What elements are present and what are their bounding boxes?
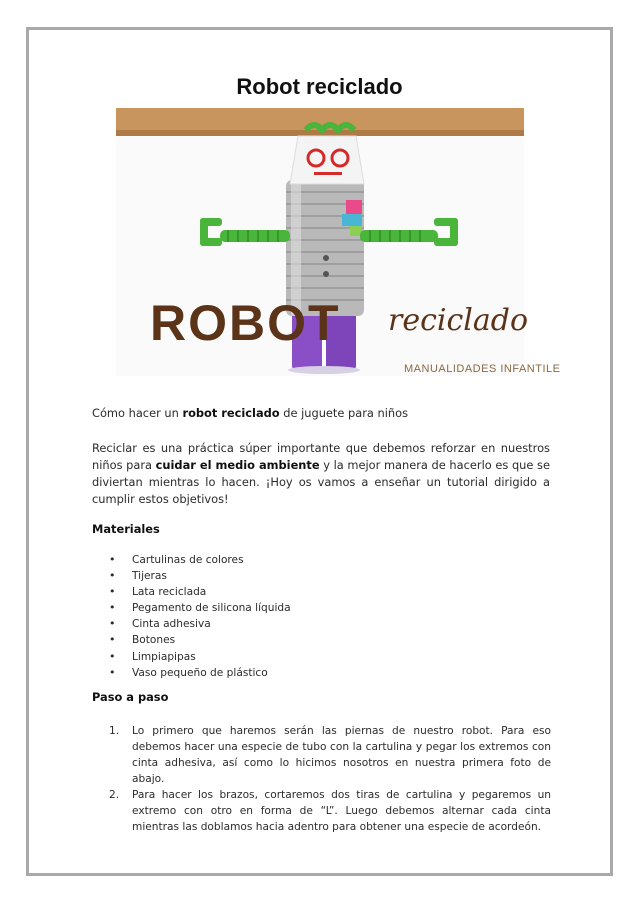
document-title: Robot reciclado bbox=[236, 74, 403, 99]
paragraph-bold: cuidar el medio ambiente bbox=[155, 458, 320, 472]
step-text: Para hacer los brazos, cortaremos dos tiras de cartulina y pegaremos un extremo con otro en forma de “L”. Luego debemos alternar cada cinta mientras las doblamos hacia adentro para obtener una especie de acordeón. bbox=[132, 789, 551, 833]
list-item: • Botones bbox=[109, 632, 291, 648]
intro-paragraph: Reciclar es una práctica súper importante que debemos reforzar en nuestros niños para cuidar el medio ambiente y la mejor manera de hacerlo es que se diviertan mientras lo hacen. ¡Hoy os vamos a enseñar un tutorial dirigido a cumplir estos objetivos! bbox=[92, 441, 550, 506]
step-text: Lo primero que haremos serán las piernas de nuestro robot. Para eso debemos hacer una especie de tubo con la cartulina y pegar los extremos con cinta adhesiva, así como lo hicimos nosotros en nuestra primera foto de abajo. bbox=[132, 725, 551, 785]
materials-list bbox=[109, 552, 291, 681]
list-item: • Lata reciclada bbox=[109, 584, 291, 600]
step-item bbox=[109, 787, 551, 835]
intro-line: Cómo hacer un robot reciclado de juguete para niños bbox=[92, 406, 409, 420]
robot-mouth bbox=[314, 172, 342, 175]
robot-illustration bbox=[116, 108, 561, 376]
list-item: • Tijeras bbox=[109, 568, 291, 584]
materials-heading: Materiales bbox=[92, 522, 160, 536]
step-number: 1. bbox=[109, 725, 120, 737]
image-word-robot: ROBOT bbox=[150, 295, 341, 351]
robot-photo bbox=[116, 108, 561, 376]
image-word-reciclado: reciclado bbox=[388, 303, 529, 338]
list-item: • Limpiapipas bbox=[109, 649, 291, 665]
page-frame bbox=[26, 27, 613, 876]
list-item: • Cartulinas de colores bbox=[109, 552, 291, 568]
steps-heading: Paso a paso bbox=[92, 690, 169, 704]
robot-head-cup bbox=[290, 136, 364, 184]
image-watermark: MANUALIDADES INFANTILE bbox=[404, 363, 561, 375]
intro-bold: robot reciclado bbox=[182, 406, 280, 420]
list-item: • Pegamento de silicona líquida bbox=[109, 600, 291, 616]
list-item: • Vaso pequeño de plástico bbox=[109, 665, 291, 681]
steps-list bbox=[109, 723, 551, 835]
step-item bbox=[109, 723, 551, 787]
list-item: • Cinta adhesiva bbox=[109, 616, 291, 632]
step-number: 2. bbox=[109, 789, 120, 801]
